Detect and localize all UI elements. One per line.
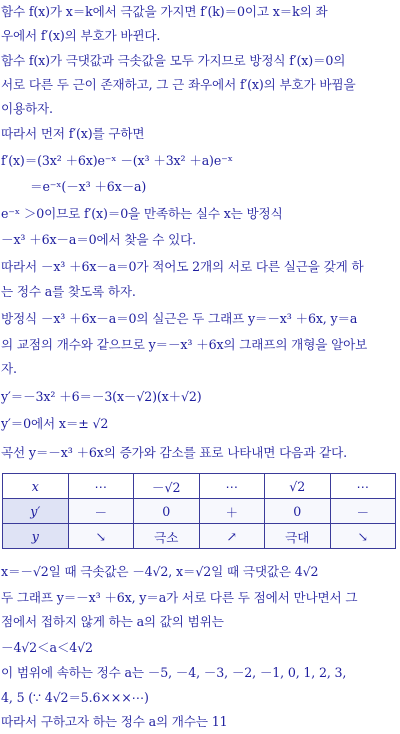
table-row [3, 524, 396, 549]
text-line: 곡선 y＝－x³ ＋6x의 증가와 감소를 표로 나타내면 다음과 같다. [1, 445, 347, 460]
text-line: 따라서 －x³ ＋6x－a＝0가 적어도 2개의 서로 다른 실근을 갖게 하 [1, 259, 364, 274]
table-row [3, 499, 396, 524]
text-line: 4, 5 (∵ 4√2＝5.6×××⋯) [1, 690, 149, 705]
text-line: 방정식 －x³ ＋6x－a＝0의 실근은 두 그래프 y＝－x³ ＋6x, y＝a [1, 311, 358, 326]
text-line: 서로 다른 두 근이 존재하고, 그 근 좌우에서 f′(x)의 부호가 바뀜을 [1, 77, 356, 92]
equation-line: －4√2＜a＜4√2 [1, 640, 93, 655]
table-cell: 0 [134, 499, 200, 524]
text-line: x＝－√2일 때 극솟값은 －4√2, x＝√2일 때 극댓값은 4√2 [1, 564, 319, 579]
table-cell: ⋯ [68, 474, 134, 499]
table-row [3, 474, 396, 499]
table-cell: 극소 [134, 524, 200, 549]
equation-line: ＝e⁻ˣ(－x³ ＋6x－a) [30, 179, 147, 194]
table-cell: ⋯ [330, 474, 396, 499]
text-line: 의 교점의 개수와 같으므로 y＝－x³ ＋6x의 그래프의 개형을 알아보 [1, 337, 368, 352]
table-cell: √2 [265, 474, 331, 499]
text-line: 이 범위에 속하는 정수 a는 －5, －4, －3, －2, －1, 0, 1, 2, 3, [1, 665, 347, 680]
table-cell: 극대 [265, 524, 331, 549]
text-line: 함수 f(x)가 x＝k에서 극값을 가지면 f′(k)＝0이고 x＝k의 좌 [1, 4, 328, 19]
table-cell: － [330, 499, 396, 524]
table-cell: ＋ [199, 499, 265, 524]
equation-line: y′＝0에서 x＝± √2 [1, 416, 109, 431]
text-line: 따라서 구하고자 하는 정수 a의 개수는 11 [1, 714, 228, 729]
table-cell: x [3, 474, 69, 499]
table-cell: y [3, 524, 69, 549]
text-line: 두 그래프 y＝－x³ ＋6x, y＝a가 서로 다른 두 점에서 만나면서 그 [1, 590, 358, 605]
table-cell: 0 [265, 499, 331, 524]
text-line: 따라서 먼저 f′(x)를 구하면 [1, 126, 145, 141]
table-cell: ↗ [199, 524, 265, 549]
table-cell: y′ [3, 499, 69, 524]
table-cell: ↘ [330, 524, 396, 549]
equation-line: f′(x)＝(3x² ＋6x)e⁻ˣ －(x³ ＋3x² ＋a)e⁻ˣ [1, 153, 233, 168]
equation-line: y′＝－3x² ＋6＝－3(x－√2)(x＋√2) [1, 389, 202, 404]
text-line: e⁻ˣ ＞0이므로 f′(x)＝0을 만족하는 실수 x는 방정식 [1, 206, 283, 221]
text-line: －x³ ＋6x－a＝0에서 찾을 수 있다. [1, 232, 197, 247]
text-line: 함수 f(x)가 극댓값과 극솟값을 모두 가지므로 방정식 f′(x)＝0의 [1, 53, 346, 68]
text-line: 우에서 f′(x)의 부호가 바뀐다. [1, 28, 161, 43]
variation-table [2, 473, 396, 549]
table-cell: －√2 [134, 474, 200, 499]
table-cell: ↘ [68, 524, 134, 549]
text-line: 이용하자. [1, 101, 53, 116]
table-cell: ⋯ [199, 474, 265, 499]
table-cell: － [68, 499, 134, 524]
text-line: 자. [1, 361, 17, 376]
text-line: 는 정수 a를 찾도록 하자. [1, 284, 136, 299]
text-line: 점에서 접하지 않게 하는 a의 값의 범위는 [1, 614, 224, 629]
